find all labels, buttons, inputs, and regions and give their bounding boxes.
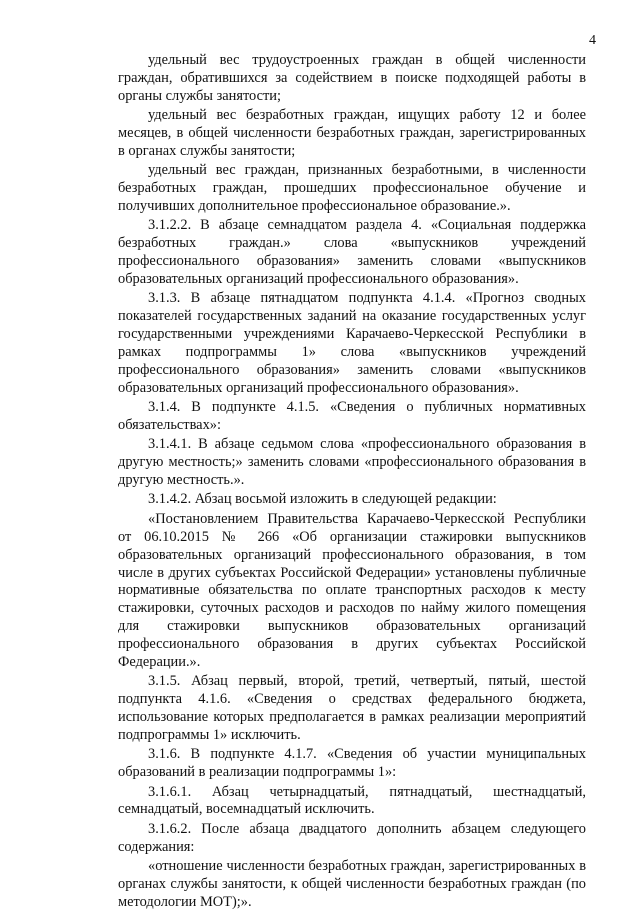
page-number: 4 bbox=[589, 33, 596, 48]
paragraph: 3.1.4.2. Абзац восьмой изложить в следующей редакции: bbox=[148, 491, 497, 508]
paragraph: 3.1.4.1. В абзаце седьмом слова «профессионального образования в другую местность;» заменить словами «профессионального образования в другую местность.». bbox=[118, 436, 586, 489]
paragraph: 3.1.2.2. В абзаце семнадцатом раздела 4. «Социальная поддержка безработных граждан.» слова «выпускников учреждений профессионального образования» заменить словами «выпускников образовательных организаций профессионального образования». bbox=[118, 217, 586, 288]
paragraph: «Постановлением Правительства Карачаево-Черкесской Республики от 06.10.2015 № 266 «Об организации стажировки выпускников образовательных организаций профессионального образования, в том числе в других субъектах Российской Федерации» установлены публичные нормативные обязательства по оплате транспортных расходов к месту стажировки, суточных расходов и расходов по найму жилого помещения для стажировки выпускников образовательных организаций профессионального образования в других субъектах Российской Федерации.». bbox=[118, 510, 586, 671]
paragraph: 3.1.6.1. Абзац четырнадцатый, пятнадцатый, шестнадцатый, семнадцатый, восемнадцатый исключить. bbox=[118, 783, 586, 818]
document-body bbox=[118, 52, 586, 913]
paragraph: 3.1.6.2. После абзаца двадцатого дополнить абзацем следующего содержания: bbox=[118, 820, 586, 855]
paragraph: 3.1.6. В подпункте 4.1.7. «Сведения об участии муниципальных образований в реализации подпрограммы 1»: bbox=[118, 746, 586, 781]
paragraph: удельный вес трудоустроенных граждан в общей численности граждан, обратившихся за содействием в поиске подходящей работы в органы службы занятости; bbox=[118, 52, 586, 104]
paragraph: удельный вес граждан, признанных безработными, в численности безработных граждан, прошедших профессиональное обучение и получивших дополнительное профессиональное образование.». bbox=[118, 162, 586, 215]
paragraph: 3.1.4. В подпункте 4.1.5. «Сведения о публичных нормативных обязательствах»: bbox=[118, 399, 586, 434]
paragraph: 3.1.3. В абзаце пятнадцатом подпункта 4.1.4. «Прогноз сводных показателей государственных заданий на оказание государственных услуг государственными учреждениями Карачаево-Черкесской Республики в рамках подпрограммы 1» слова «выпускников учреждений профессионального образования» заменить словами «выпускников образовательных организаций профессионального образования». bbox=[118, 290, 586, 396]
paragraph: «отношение численности безработных граждан, зарегистрированных в органах службы занятости, к общей численности безработных граждан (по методологии МОТ);». bbox=[118, 857, 586, 910]
paragraph: 3.1.5. Абзац первый, второй, третий, четвертый, пятый, шестой подпункта 4.1.6. «Сведения о средствах федерального бюджета, использование которых предполагается в рамках реализации мероприятий подпрограммы 1» исключить. bbox=[118, 673, 586, 744]
paragraph: удельный вес безработных граждан, ищущих работу 12 и более месяцев, в общей численности безработных граждан, зарегистрированных в органах службы занятости; bbox=[118, 107, 586, 159]
